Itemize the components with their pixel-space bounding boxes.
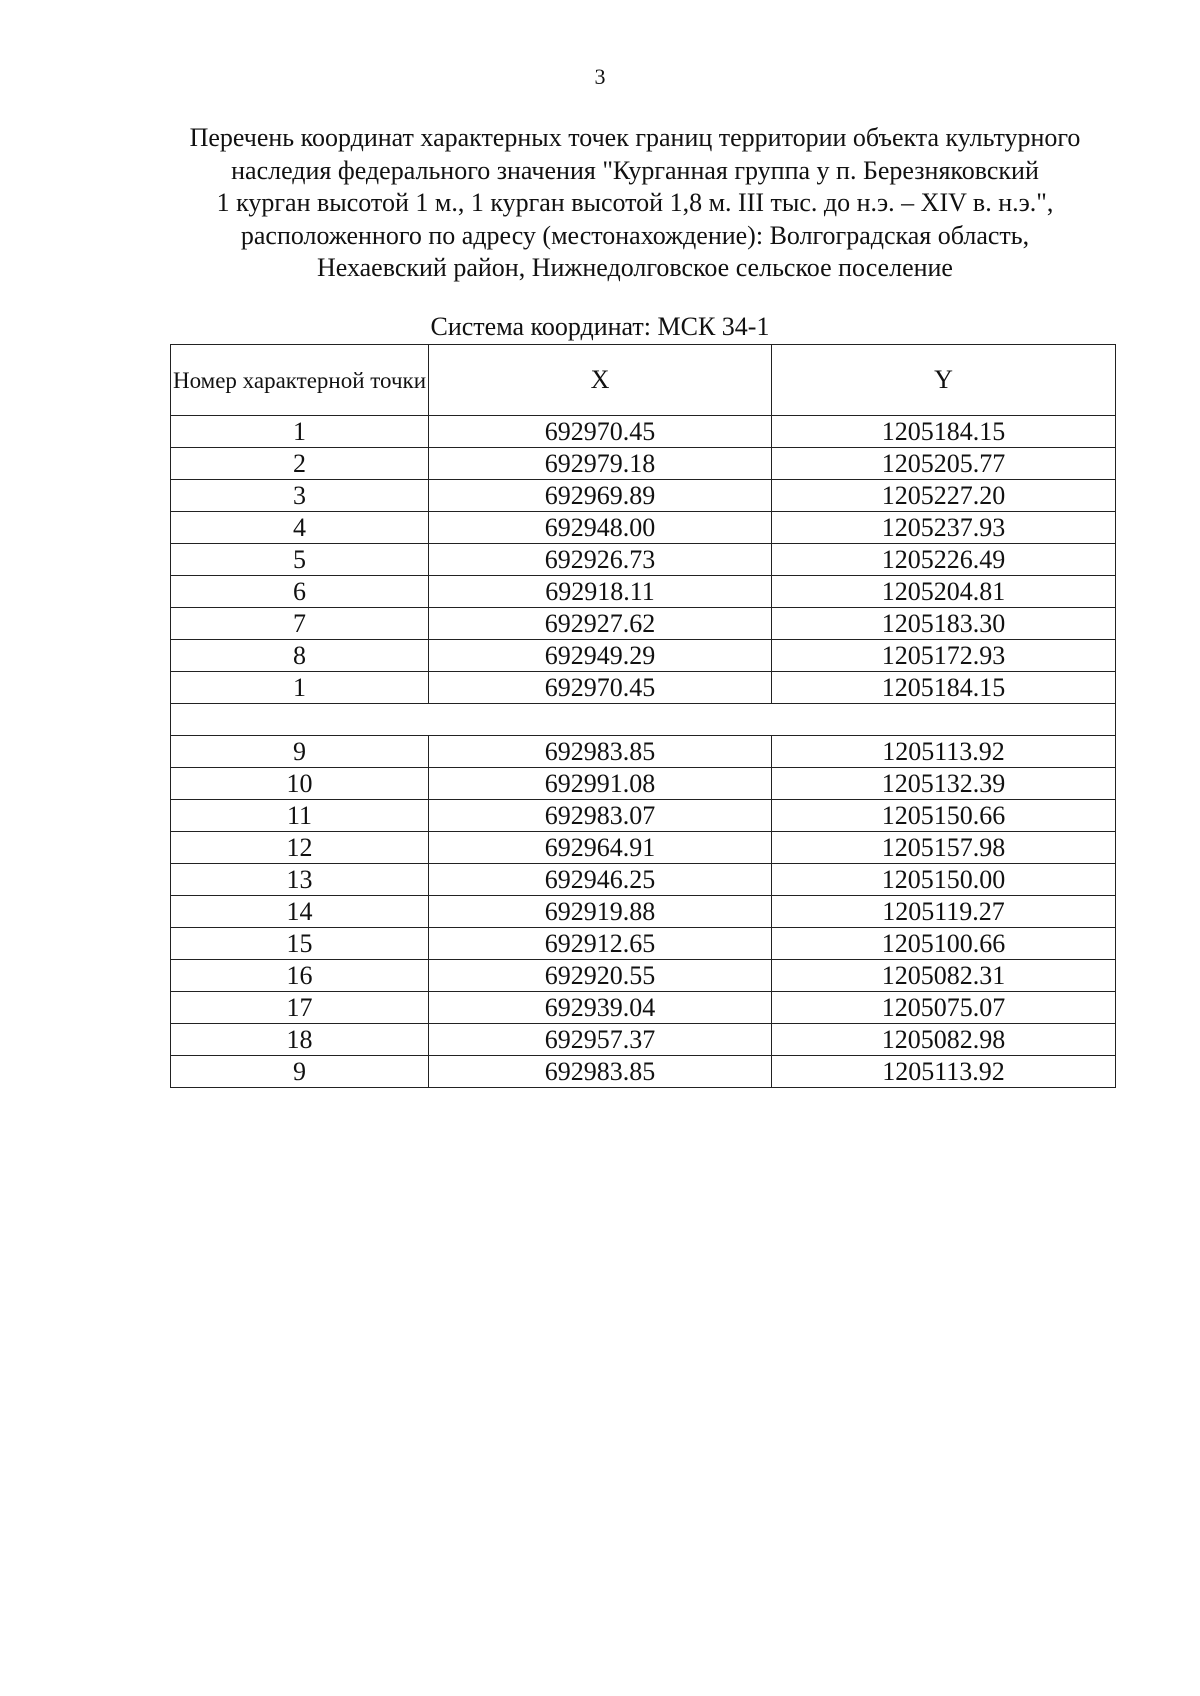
cell-x: 692948.00	[429, 512, 772, 544]
cell-x: 692957.37	[429, 1024, 772, 1056]
cell-y: 1205119.27	[772, 896, 1116, 928]
cell-x: 692939.04	[429, 992, 772, 1024]
cell-y: 1205100.66	[772, 928, 1116, 960]
cell-point-number: 9	[171, 736, 429, 768]
cell-y: 1205205.77	[772, 448, 1116, 480]
cell-point-number: 1	[171, 672, 429, 704]
cell-y: 1205226.49	[772, 544, 1116, 576]
table-row	[171, 512, 1116, 544]
coordinates-table	[170, 344, 1116, 1088]
cell-x: 692946.25	[429, 864, 772, 896]
title-line: Нехаевский район, Нижнедолговское сельское поселение	[317, 253, 953, 282]
cell-y: 1205172.93	[772, 640, 1116, 672]
cell-x: 692970.45	[429, 672, 772, 704]
cell-x: 692949.29	[429, 640, 772, 672]
header-row	[171, 345, 1116, 416]
title-line: 1 курган высотой 1 м., 1 курган высотой 1,8 м. III тыс. до н.э. – XIV в. н.э.",	[216, 188, 1054, 217]
cell-x: 692919.88	[429, 896, 772, 928]
cell-y: 1205150.00	[772, 864, 1116, 896]
cell-point-number: 7	[171, 608, 429, 640]
cell-x: 692991.08	[429, 768, 772, 800]
table-row	[171, 928, 1116, 960]
cell-point-number: 13	[171, 864, 429, 896]
cell-x: 692926.73	[429, 544, 772, 576]
cell-point-number: 17	[171, 992, 429, 1024]
cell-x: 692964.91	[429, 832, 772, 864]
cell-y: 1205227.20	[772, 480, 1116, 512]
title-line: расположенного по адресу (местонахождение): Волгоградская область,	[240, 220, 1030, 250]
table-row	[171, 672, 1116, 704]
header-point-number: Номер характерной точки	[171, 345, 429, 416]
cell-y: 1205184.15	[772, 672, 1116, 704]
title-line: наследия федерального значения "Курганная группа у п. Березняковский	[231, 155, 1039, 185]
table-row	[171, 544, 1116, 576]
cell-point-number: 10	[171, 768, 429, 800]
cell-point-number: 3	[171, 480, 429, 512]
cell-x: 692920.55	[429, 960, 772, 992]
cell-y: 1205082.98	[772, 1024, 1116, 1056]
table-row	[171, 1056, 1116, 1088]
cell-x: 692983.07	[429, 800, 772, 832]
cell-point-number: 12	[171, 832, 429, 864]
cell-point-number: 4	[171, 512, 429, 544]
cell-x: 692969.89	[429, 480, 772, 512]
header-y: Y	[772, 345, 1116, 416]
table-row	[171, 640, 1116, 672]
cell-y: 1205113.92	[772, 1056, 1116, 1088]
cell-point-number: 16	[171, 960, 429, 992]
cell-y: 1205075.07	[772, 992, 1116, 1024]
table-row	[171, 480, 1116, 512]
cell-x: 692979.18	[429, 448, 772, 480]
cell-point-number: 15	[171, 928, 429, 960]
cell-x: 692927.62	[429, 608, 772, 640]
group-separator-row	[171, 704, 1116, 736]
cell-point-number: 11	[171, 800, 429, 832]
table-row	[171, 960, 1116, 992]
cell-y: 1205157.98	[772, 832, 1116, 864]
cell-x: 692983.85	[429, 1056, 772, 1088]
table-row	[171, 896, 1116, 928]
table-row	[171, 864, 1116, 896]
table-row	[171, 576, 1116, 608]
cell-point-number: 18	[171, 1024, 429, 1056]
cell-point-number: 14	[171, 896, 429, 928]
cell-y: 1205082.31	[772, 960, 1116, 992]
cell-point-number: 1	[171, 416, 429, 448]
table-row	[171, 768, 1116, 800]
cell-x: 692970.45	[429, 416, 772, 448]
table-row	[171, 1024, 1116, 1056]
cell-y: 1205183.30	[772, 608, 1116, 640]
header-x: X	[429, 345, 772, 416]
cell-y: 1205132.39	[772, 768, 1116, 800]
table-header	[171, 345, 1116, 416]
cell-y: 1205204.81	[772, 576, 1116, 608]
coordinate-system-caption: Система координат: МСК 34-1	[430, 312, 770, 341]
cell-x: 692918.11	[429, 576, 772, 608]
cell-y: 1205184.15	[772, 416, 1116, 448]
page-number: 3	[594, 64, 606, 89]
table-body	[171, 416, 1116, 1088]
title-line: Перечень координат характерных точек границ территории объекта культурного	[189, 123, 1081, 152]
cell-point-number: 8	[171, 640, 429, 672]
cell-point-number: 2	[171, 448, 429, 480]
cell-y: 1205237.93	[772, 512, 1116, 544]
table-row	[171, 448, 1116, 480]
cell-point-number: 6	[171, 576, 429, 608]
table-row	[171, 800, 1116, 832]
cell-x: 692983.85	[429, 736, 772, 768]
cell-x: 692912.65	[429, 928, 772, 960]
cell-y: 1205150.66	[772, 800, 1116, 832]
cell-point-number: 9	[171, 1056, 429, 1088]
document-title	[150, 122, 1120, 285]
cell-point-number: 5	[171, 544, 429, 576]
table-row	[171, 608, 1116, 640]
group-separator-cell	[171, 704, 1116, 736]
table-row	[171, 992, 1116, 1024]
table-row	[171, 416, 1116, 448]
table-row	[171, 832, 1116, 864]
table-row	[171, 736, 1116, 768]
cell-y: 1205113.92	[772, 736, 1116, 768]
